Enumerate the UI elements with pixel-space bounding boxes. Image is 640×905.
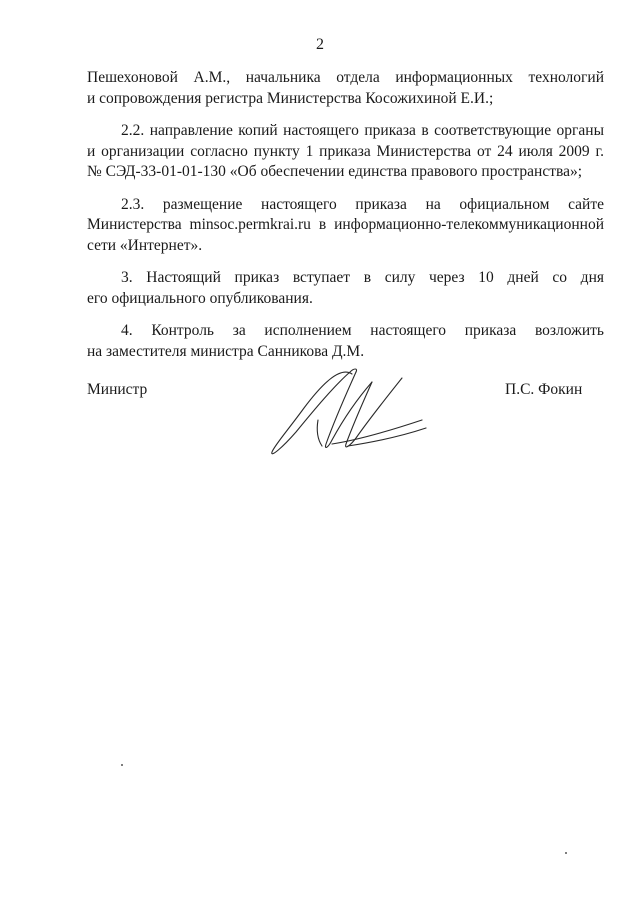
text-line: 2.3. размещение настоящего приказа на официальном сайте: [121, 195, 604, 213]
paragraph-2-3: [87, 195, 604, 257]
text-line: и сопровождения регистра Министерства Косожихиной Е.И.;: [87, 89, 494, 107]
text-line: Министерства minsoc.permkrai.ru в информационно-телекоммуникационной: [87, 216, 604, 233]
text-line: Пешехоновой А.М., начальника отдела информационных технологий: [87, 69, 604, 86]
text-line: 4. Контроль за исполнением настоящего приказа возложить: [121, 322, 604, 339]
paragraph-3: [87, 268, 604, 309]
text-line: 3. Настоящий приказ вступает в силу через 10 дней со дня: [121, 269, 604, 286]
order-body-text: [87, 68, 604, 374]
signatory-role: Министр: [87, 381, 148, 398]
page-number: 2: [316, 36, 324, 53]
paragraph-2-2: [87, 121, 604, 183]
paragraph-continuation: [87, 68, 604, 109]
text-line: на заместителя министра Санникова Д.М.: [87, 342, 365, 360]
scan-speck: [565, 852, 567, 854]
text-line: его официального опубликования.: [87, 289, 313, 307]
scan-speck: [121, 764, 123, 766]
paragraph-4: [87, 321, 604, 362]
text-line: 2.2. направление копий настоящего приказа в соответствующие органы: [121, 122, 604, 139]
handwritten-signature: [262, 360, 432, 468]
text-line: и организации согласно пункту 1 приказа Министерства от 24 июля 2009 г.: [87, 142, 604, 160]
text-line: сети «Интернет».: [87, 236, 203, 254]
text-line: № СЭД-33-01-01-130 «Об обеспечении единства правового пространства»;: [87, 163, 583, 180]
signatory-name: П.С. Фокин: [505, 381, 583, 398]
